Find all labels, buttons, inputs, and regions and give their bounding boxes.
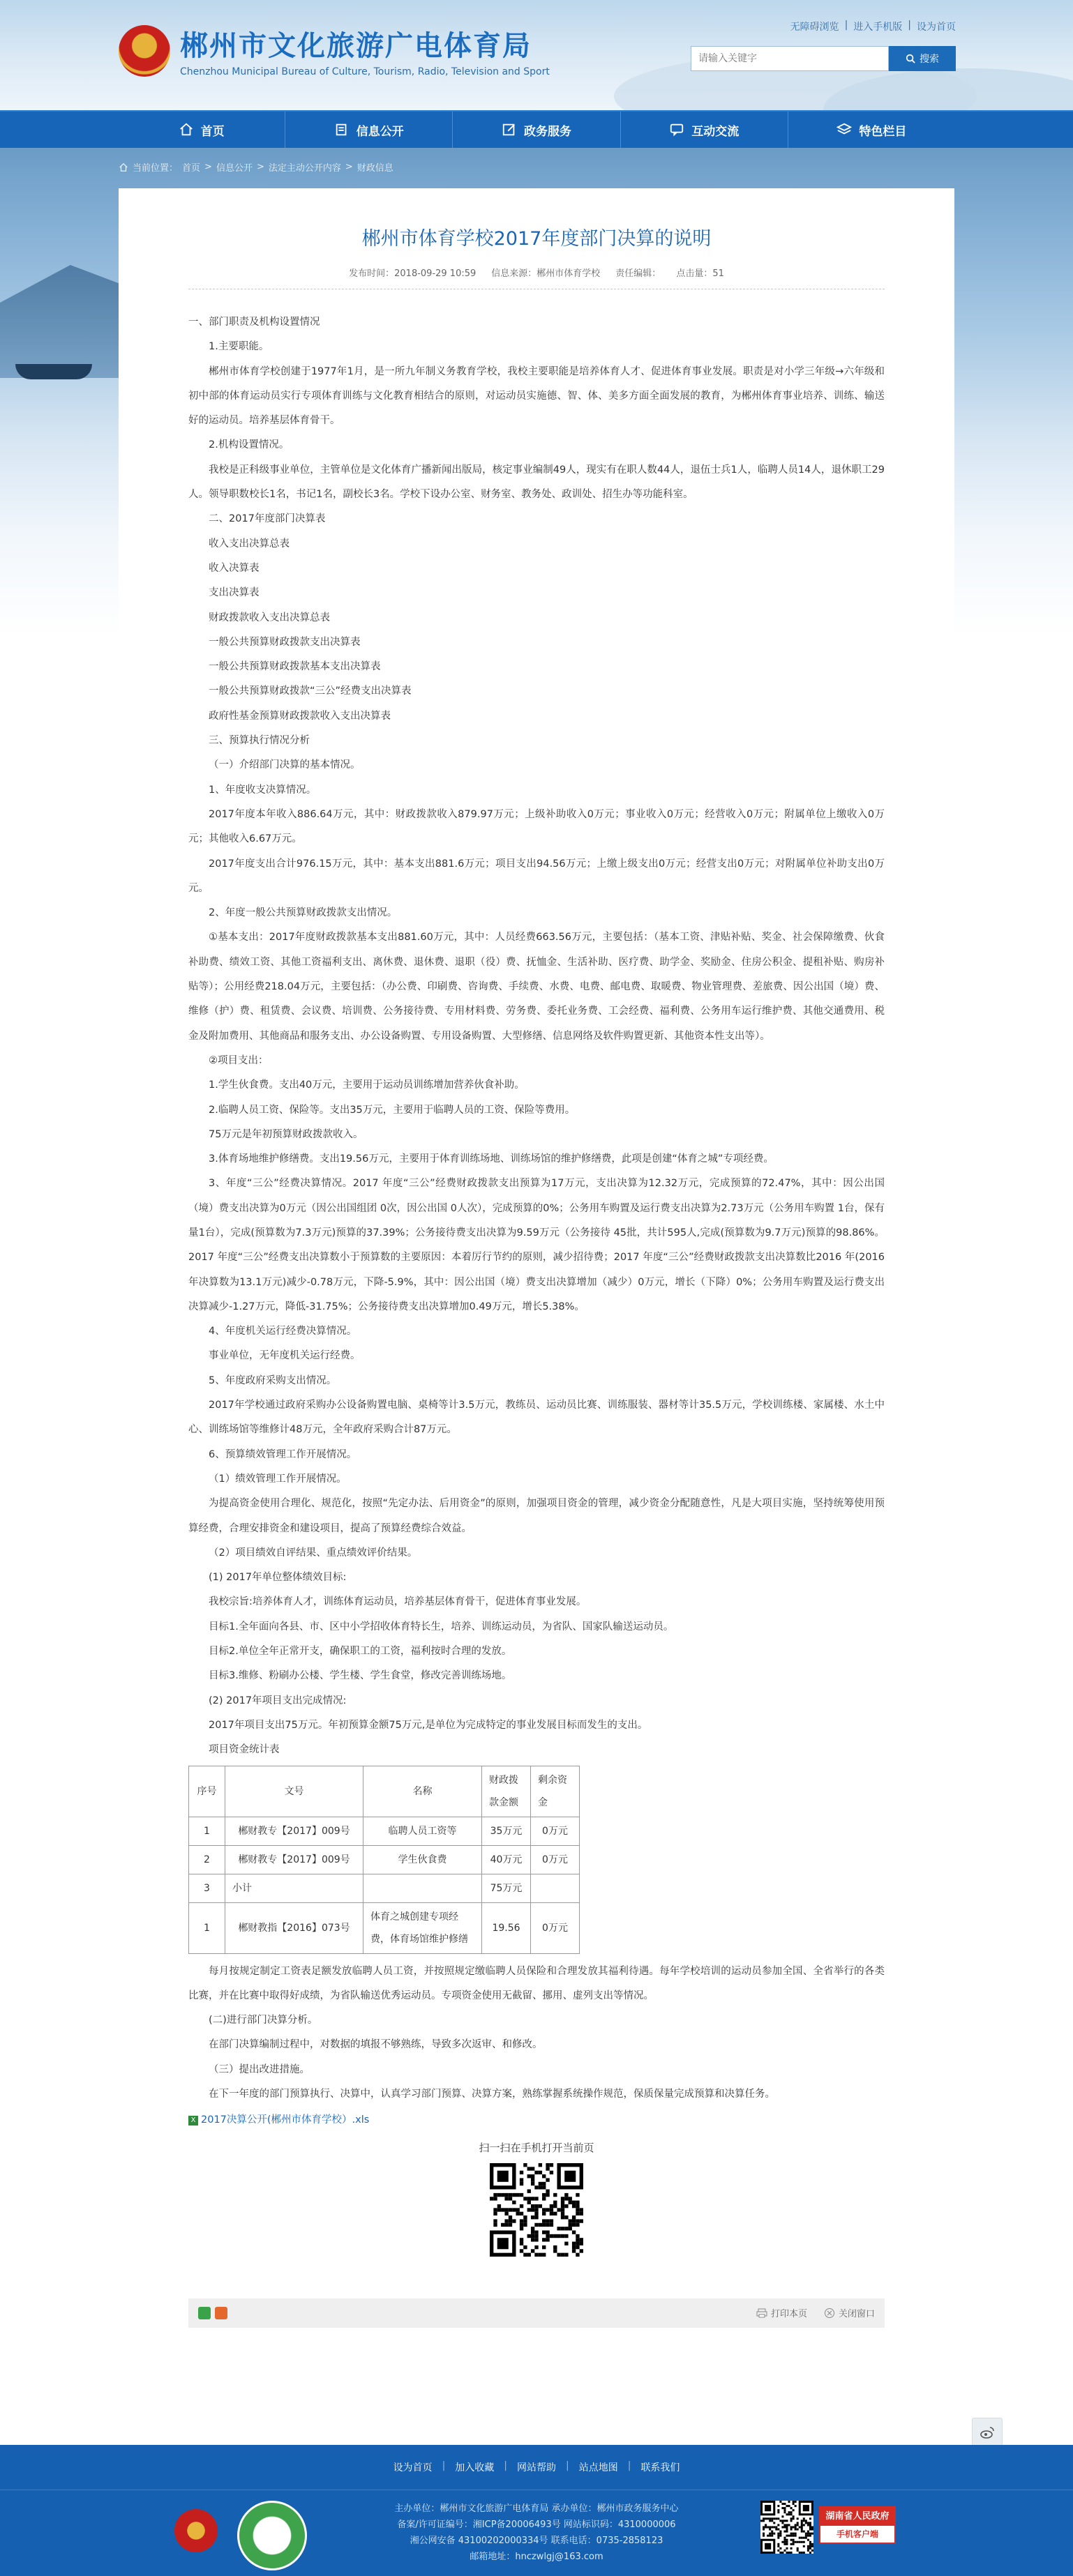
location-icon xyxy=(119,162,128,172)
table-cell: 2 xyxy=(189,1845,225,1874)
nav-item-label: 互动交流 xyxy=(691,124,740,139)
breadcrumb-item[interactable]: 法定主动公开内容 xyxy=(268,163,341,174)
table-cell: 3 xyxy=(189,1874,225,1902)
footer-link[interactable]: 设为首页 xyxy=(393,2462,433,2473)
paragraph: 目标2.单位全年正常开支，确保职工的工资，福利按时合理的发放。 xyxy=(209,1646,512,1658)
paragraph: 目标3.维修、粉刷办公楼、学生楼、学生食堂，修改完善训练场地。 xyxy=(209,1670,512,1682)
site-header xyxy=(0,0,1073,110)
breadcrumb-item[interactable]: 财政信息 xyxy=(357,163,393,174)
footer-link[interactable]: 加入收藏 xyxy=(455,2462,495,2473)
mobile-version-link[interactable]: 进入手机版 xyxy=(853,22,903,33)
nav-item-featured[interactable] xyxy=(788,112,955,148)
paragraph: 2.机构设置情况。 xyxy=(209,439,290,451)
page-banner xyxy=(0,148,1073,2320)
paragraph: 一般公共预算财政拨款支出决算表 xyxy=(209,636,361,648)
paragraph: 75万元是年初预算财政拨款收入。 xyxy=(209,1128,363,1140)
attachment-name: 2017决算公开(郴州市体育学校）.xls xyxy=(201,2114,370,2126)
search-bar xyxy=(691,46,956,71)
paragraph: 事业单位，无年度机关运行经费。 xyxy=(209,1350,361,1362)
table-cell xyxy=(363,1874,482,1902)
nav-item-interaction[interactable] xyxy=(621,112,788,148)
paragraph: （一）介绍部门决算的基本情况。 xyxy=(209,759,361,771)
paragraph: 为提高资金使用合理化、规范化，按照“先定办法、后用资金”的原则，加强项目资金的管理，减少资金分配随意性，凡是大项目实施，坚持统筹使用预算经费，合理安排资金和建设项目，提高了预算经费综合效益。 xyxy=(188,1498,885,1534)
weibo-share-icon[interactable] xyxy=(215,2307,227,2319)
paragraph: 政府性基金预算财政拨款收入支出决算表 xyxy=(209,710,391,722)
nav-item-info-public[interactable] xyxy=(285,112,453,148)
paragraph: （1）绩效管理工作开展情况。 xyxy=(209,1473,347,1485)
paragraph: （2）项目绩效自评结果、重点绩效评价结果。 xyxy=(209,1547,418,1559)
breadcrumb-item[interactable]: 信息公开 xyxy=(216,163,253,174)
weibo-button[interactable] xyxy=(972,2418,1003,2448)
paragraph: 4、年度机关运行经费决算情况。 xyxy=(209,1326,357,1338)
info-source: 信息来源：郴州市体育学校 xyxy=(491,268,601,279)
breadcrumb-item[interactable]: 首页 xyxy=(182,163,201,174)
article-body xyxy=(188,310,885,2133)
paragraph: 一般公共预算财政拨款“三公”经费支出决算表 xyxy=(209,685,412,697)
chat-icon xyxy=(669,122,684,137)
site-title: 郴州市文化旅游广电体育局 xyxy=(180,29,532,62)
breadcrumb-prefix: 当前位置： xyxy=(133,163,179,174)
paragraph: 3.体育场地维护修缮费。支出19.56万元，主要用于体育训练场地、训练场馆的维护修缮费，此项是创建“体育之城”专项经费。 xyxy=(209,1153,774,1165)
table-cell: 40万元 xyxy=(482,1845,531,1874)
search-button[interactable] xyxy=(889,46,956,71)
nav-item-label: 首页 xyxy=(200,124,225,139)
paragraph: (2) 2017年项目支出完成情况: xyxy=(209,1695,347,1706)
table-header: 文号 xyxy=(225,1766,363,1817)
click-count: 点击量：51 xyxy=(676,268,724,279)
edit-icon xyxy=(502,122,517,137)
table-header: 序号 xyxy=(189,1766,225,1817)
paragraph: 我校宗旨:培养体育人才，训练体育运动员，培养基层体育骨干，促进体育事业发展。 xyxy=(209,1596,587,1608)
site-logo[interactable] xyxy=(119,24,550,77)
nav-item-home[interactable] xyxy=(118,112,285,148)
paragraph: 2017年度支出合计976.15万元，其中：基本支出881.6万元；项目支出94.56万元；上缴上级支出0万元；经营支出0万元；对附属单位补助支出0万元。 xyxy=(188,858,885,894)
paragraph: (二)进行部门决算分析。 xyxy=(209,2015,318,2026)
search-input[interactable] xyxy=(691,46,889,71)
paragraph: 每月按规定制定工资表足额发放临聘人员工资，并按照规定缴临聘人员保险和合理发放其福利待遇。每年学校培训的运动员参加全国、全省举行的各类比赛，并在比赛中取得好成绩，为省队输送优秀运动员。专项资金使用无截留、挪用、虚列支出等情况。 xyxy=(188,1965,885,2001)
paragraph: 2.临聘人员工资、保险等。支出35万元，主要用于临聘人员的工资、保险等费用。 xyxy=(209,1104,576,1116)
print-label: 打印本页 xyxy=(770,2309,807,2320)
paragraph: 郴州市体育学校创建于1977年1月，是一所九年制义务教育学校，我校主要职能是培养体育人才、促进体育事业发展。职责是对小学三年级→六年级和初中部的体育运动员实行专项体育训练与文化教育相结合的原则，对运动员实施德、智、体、美多方面全面发展的教育，为郴州体育事业培养、训练、输送好的运动员。培养基层体育骨干。 xyxy=(188,365,885,427)
attachment-link[interactable] xyxy=(188,2108,885,2132)
set-homepage-link[interactable]: 设为首页 xyxy=(917,22,956,33)
paragraph: (1) 2017年单位整体绩效目标: xyxy=(209,1572,347,1584)
paragraph: 我校是正科级事业单位，主管单位是文化体育广播新闻出版局，核定事业编制49人，现实有在职人数44人，退伍士兵1人，临聘人员14人，退休职工29人。领导职数校长1名，书记1名，副校长3名。学校下设办公室、财务室、教务处、政训处、招生办等功能科室。 xyxy=(188,464,885,501)
paragraph: 支出决算表 xyxy=(209,587,260,599)
footer-link[interactable]: 网站帮助 xyxy=(517,2462,556,2473)
publish-date: 发布时间：2018-09-29 10:59 xyxy=(349,268,477,279)
paragraph: 一般公共预算财政拨款基本支出决算表 xyxy=(209,661,381,673)
paragraph: 项目资金统计表 xyxy=(209,1744,280,1756)
home-icon xyxy=(179,122,194,137)
top-links: 无障碍浏览 | 进入手机版 | 设为首页 xyxy=(790,20,956,33)
table-cell: 1 xyxy=(189,1817,225,1845)
footer-info xyxy=(0,2501,1073,2565)
paragraph: 6、预算绩效管理工作开展情况。 xyxy=(209,1448,357,1460)
search-icon xyxy=(906,54,915,63)
weibo-icon xyxy=(979,2425,996,2441)
gov-badge-title: 湖南省人民政府 xyxy=(820,2508,894,2526)
table-cell: 郴财教专【2017】009号 xyxy=(225,1817,363,1845)
nav-item-label: 特色栏目 xyxy=(859,124,907,139)
paragraph: 财政拨款收入支出决算总表 xyxy=(209,612,330,623)
wechat-share-icon[interactable] xyxy=(198,2307,211,2319)
qr-code xyxy=(490,2163,583,2257)
editor: 责任编辑： xyxy=(615,268,661,279)
nav-item-label: 政务服务 xyxy=(524,124,571,139)
qr-label: 扫一扫在手机打开当前页 xyxy=(479,2141,594,2154)
paragraph: 2017年度本年收入886.64万元，其中：财政拨款收入879.97万元；上级补助收入0万元；事业收入0万元；经营收入0万元；附属单位上缴收入0万元；其他收入6.67万元。 xyxy=(188,808,885,845)
article-paragraphs xyxy=(188,310,885,1763)
gov-badge-subtitle: 手机客户端 xyxy=(836,2529,878,2539)
footer-link[interactable]: 站点地图 xyxy=(578,2462,618,2473)
table-cell: 19.56 xyxy=(482,1902,531,1953)
hunan-gov-app-badge[interactable] xyxy=(819,2506,896,2544)
paragraph: 在下一年度的部门预算执行、决算中，认真学习部门预算、决算方案，熟练掌握系统操作规范，保质保量完成预算和决算任务。 xyxy=(209,2089,775,2100)
table-header: 剩余资金 xyxy=(531,1766,580,1817)
print-icon xyxy=(756,2308,767,2319)
table-cell: 小计 xyxy=(225,1874,363,1902)
article-toolbar xyxy=(188,2298,885,2328)
table-cell: 1 xyxy=(189,1902,225,1953)
table-cell: 75万元 xyxy=(482,1874,531,1902)
table-row xyxy=(189,1874,580,1902)
footer-icp: 备案/许可证编号：湘ICP备20006493号 网站标识码：4310000006 xyxy=(397,2520,676,2530)
paragraph: 二、2017年度部门决算表 xyxy=(209,513,326,525)
print-button[interactable] xyxy=(756,2306,807,2319)
paragraph: 2017年项目支出75万元。年初预算金额75万元,是单位为完成特定的事业发展目标而发生的支出。 xyxy=(209,1719,648,1731)
paragraph: 3、年度“三公”经费决算情况。2017 年度“三公”经费财政拨款支出预算为17万元，支出决算为12.32万元，完成预算的72.47%，其中：因公出国（境）费支出决算为0万元（因公出国组团 0次，因公出国 0人次），完成预算的0%；公务用车购置及运行费支出决算为2.73万元（公务用车购置 1台，保有量1台），完成(预算数为7.3万元)预算的37.39%；公务接待费支出决算为9.59万元（公务接待 45批，共计595人,完成(预算数为9.7万元)预算的98.86%。2017 年度“三公”经费支出决算数小于预算数的主要原因：本着厉行节约的原则，减少招待费；2017 年度“三公”经费财政拨款支出决算数比2016 年(2016年决算数为13.1万元)减少-0.78万元，下降-5.9%，其中：因公出国（境）费支出决算增加（减少）0万元，增长（下降）0%；公务用车购置及运行费支出决算减少-1.27万元，降低-31.75%；公务接待费支出决算增加0.49万元，增长5.38%。 xyxy=(188,1178,885,1312)
site-footer xyxy=(0,2445,1073,2576)
close-window-button[interactable] xyxy=(824,2306,875,2319)
paragraph: ①基本支出：2017年度财政拨款基本支出881.60万元，其中：人员经费663.56万元，主要包括：（基本工资、津贴补贴、奖金、社会保障缴费、伙食补助费、绩效工资、其他工资福利支出、离休费、退休费、退职（役）费、抚恤金、生活补助、医疗费、助学金、奖励金、住房公积金、提租补贴、购房补贴等）；公用经费218.04万元，主要包括：（办公费、印刷费、咨询费、手续费、水费、电费、邮电费、取暖费、物业管理费、差旅费、因公出国（境）费、维修（护）费、租赁费、会议费、培训费、公务接待费、专用材料费、劳务费、委托业务费、工会经费、福利费、公务用车运行维护费、其他交通费用、税金及附加费用、其他商品和服务支出、办公设备购置、专用设备购置、大型修缮、信息网络及软件购置更新、其他资本性支出等）。 xyxy=(188,932,885,1042)
search-button-label: 搜索 xyxy=(920,54,939,65)
table-cell: 临聘人员工资等 xyxy=(363,1817,482,1845)
qr-section xyxy=(188,2140,885,2259)
footer-police: 湘公网安备 43100202000334号 联系电话：0735-2858123 xyxy=(410,2536,663,2546)
article-paragraphs xyxy=(188,1960,885,2107)
footer-links: 设为首页 | 加入收藏 | 网站帮助 | 站点地图 | 联系我们 xyxy=(393,2460,680,2473)
table-row xyxy=(189,1845,580,1874)
paragraph: 1.主要职能。 xyxy=(209,341,269,353)
table-header-row xyxy=(189,1766,580,1817)
fund-table xyxy=(188,1766,580,1954)
table-cell: 体育之城创建专项经费，体育场馆维护修缮 xyxy=(363,1902,482,1953)
table-cell: 郴财教指【2016】073号 xyxy=(225,1902,363,1953)
table-row xyxy=(189,1902,580,1953)
table-cell: 学生伙食费 xyxy=(363,1845,482,1874)
article-container xyxy=(119,188,954,2356)
accessibility-link[interactable]: 无障碍浏览 xyxy=(790,22,839,33)
paragraph: 目标1.全年面向各县、市、区中小学招收体育特长生，培养、训练运动员，为省队、国家队输送运动员。 xyxy=(209,1621,674,1632)
layers-icon xyxy=(836,122,852,137)
footer-link[interactable]: 联系我们 xyxy=(640,2462,680,2473)
article-title: 郴州市体育学校2017年度部门决算的说明 xyxy=(361,228,712,250)
document-icon xyxy=(334,122,350,137)
table-cell: 0万元 xyxy=(531,1817,580,1845)
table-cell: 35万元 xyxy=(482,1817,531,1845)
banner-boat xyxy=(15,364,92,379)
table-header: 名称 xyxy=(363,1766,482,1817)
paragraph: 2017年学校通过政府采购办公设备购置电脑、桌椅等计3.5万元，教练员、运动员比赛、训练服装、器材等计35.5万元，学校训练楼、家属楼、水土中心、训练场馆等维修计48万元，全年政府采购合计87万元。 xyxy=(188,1400,885,1436)
paragraph: 2、年度一般公共预算财政拨款支出情况。 xyxy=(209,907,398,919)
national-emblem-icon xyxy=(119,25,170,77)
table-cell: 郴财教专【2017】009号 xyxy=(225,1845,363,1874)
share-icons xyxy=(198,2307,227,2319)
paragraph: 收入决算表 xyxy=(209,562,260,574)
site-title-en: Chenzhou Municipal Bureau of Culture, Tourism, Radio, Television and Sport xyxy=(180,66,550,77)
paragraph: （三）提出改进措施。 xyxy=(209,2063,310,2075)
close-icon xyxy=(824,2308,835,2319)
table-header: 财政拨款金额 xyxy=(482,1766,531,1817)
paragraph: ②项目支出： xyxy=(209,1054,269,1066)
nav-item-gov-service[interactable] xyxy=(453,112,620,148)
footer-sponsor: 主办单位：郴州市文化旅游广电体育局 承办单位：郴州市政务服务中心 xyxy=(394,2503,679,2514)
table-cell: 0万元 xyxy=(531,1845,580,1874)
paragraph: 1、年度收支决算情况。 xyxy=(209,784,317,796)
main-nav xyxy=(0,110,1073,148)
table-cell xyxy=(531,1874,580,1902)
paragraph: 收入支出决算总表 xyxy=(209,538,290,550)
paragraph: 在部门决算编制过程中，对数据的填报不够熟练，导致多次返审、和修改。 xyxy=(209,2039,543,2051)
paragraph: 1.学生伙食费。支出40万元，主要用于运动员训练增加营养伙食补助。 xyxy=(209,1079,525,1091)
article-meta xyxy=(188,266,885,289)
table-row xyxy=(189,1817,580,1845)
footer-email: 邮箱地址：hnczwlgj@163.com xyxy=(470,2552,603,2562)
paragraph: 5、年度政府采购支出情况。 xyxy=(209,1374,337,1386)
excel-file-icon: X xyxy=(188,2116,198,2126)
close-label: 关闭窗口 xyxy=(838,2309,875,2320)
breadcrumb: 当前位置： 首页 > 信息公开 > 法定主动公开内容 > 财政信息 xyxy=(119,160,393,174)
table-cell: 0万元 xyxy=(531,1902,580,1953)
footer-qr-code xyxy=(760,2501,813,2554)
paragraph: 一、部门职责及机构设置情况 xyxy=(188,317,320,328)
nav-item-label: 信息公开 xyxy=(356,124,404,139)
paragraph: 三、预算执行情况分析 xyxy=(209,735,310,747)
